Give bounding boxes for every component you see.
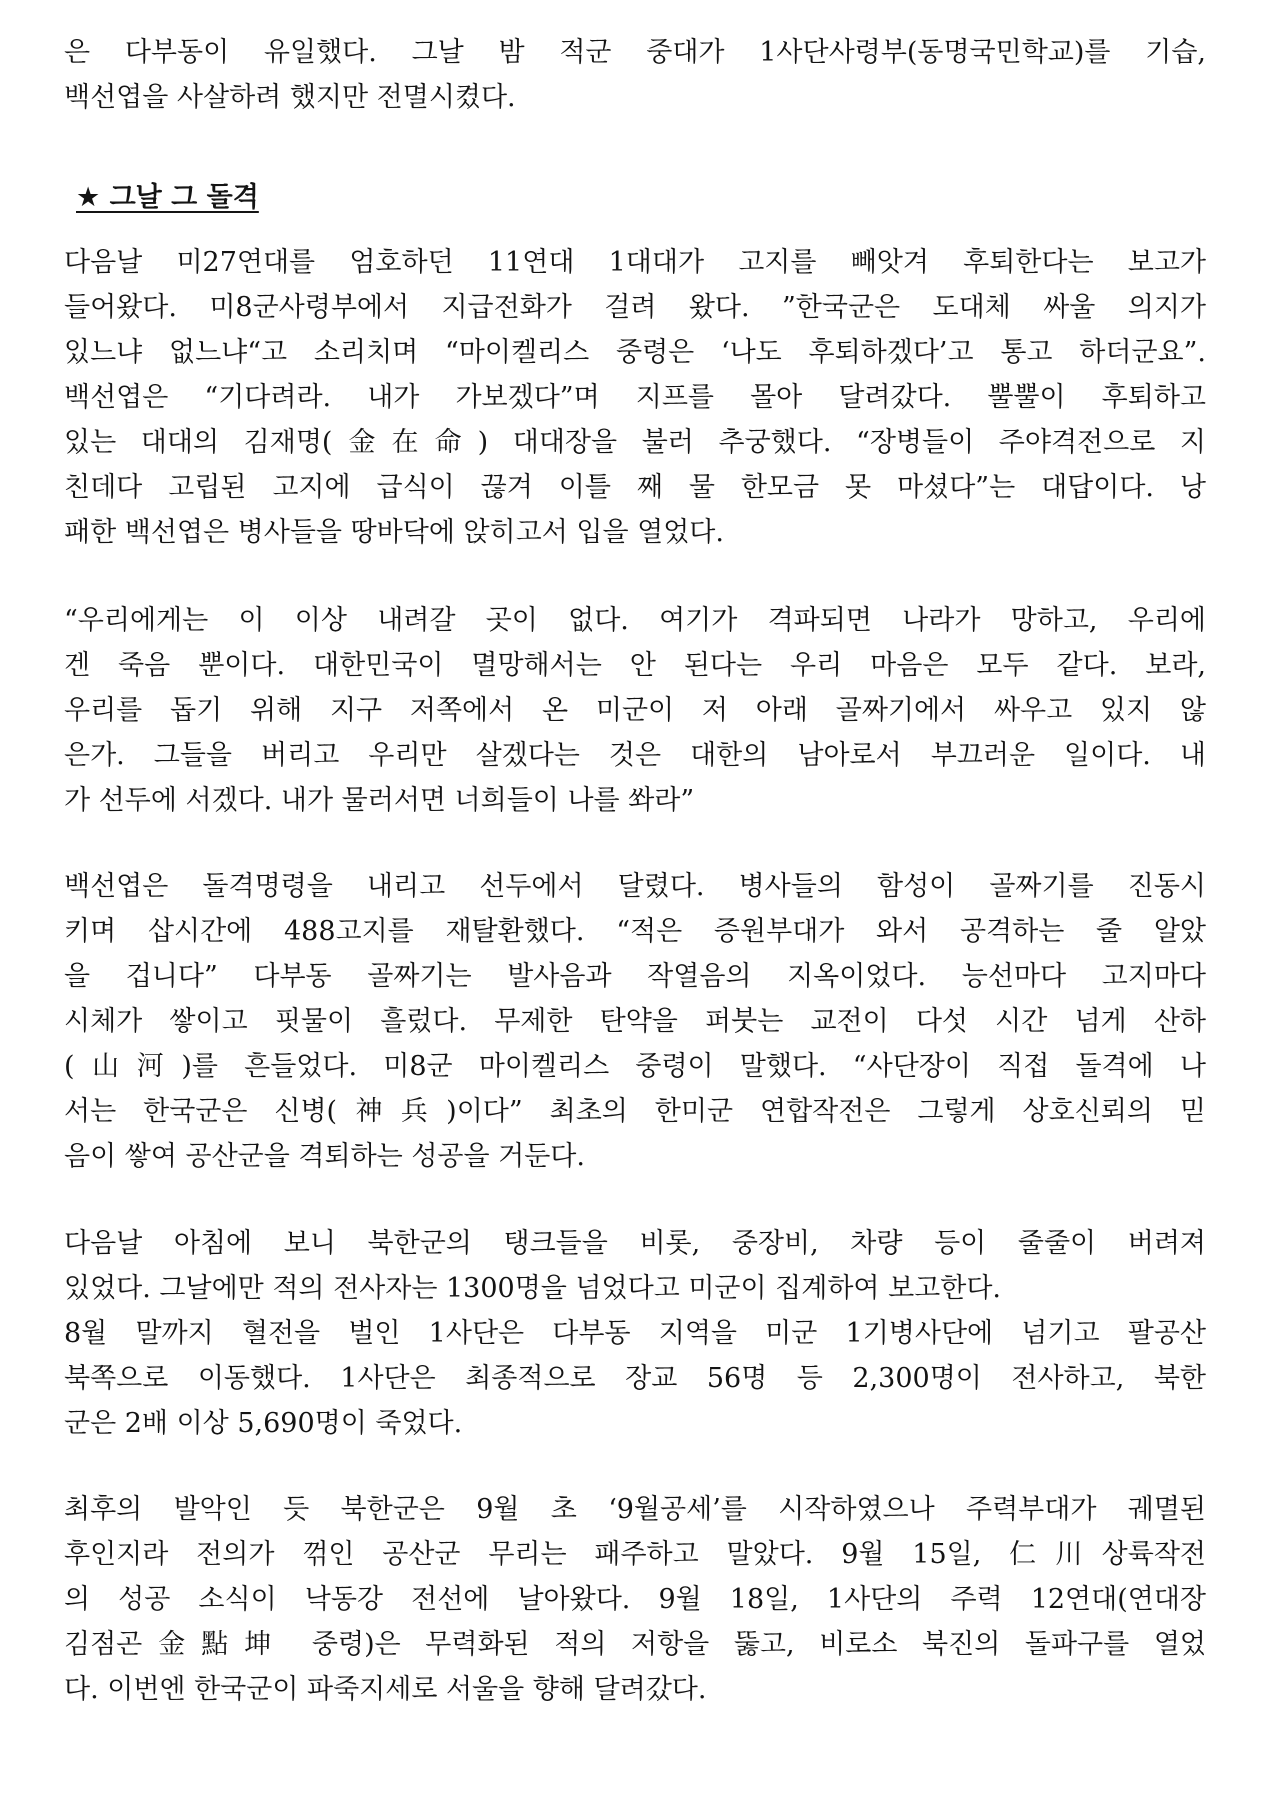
text-line: 있는 대대의 김재명(金在命) 대대장을 불러 추궁했다. “장병들이 주야격전으로 지 bbox=[64, 427, 1206, 458]
text-line: 은 다부동이 유일했다. 그날 밤 적군 중대가 1사단사령부(동명국민학교)를 기습, bbox=[64, 37, 1206, 68]
text-line: 북쪽으로 이동했다. 1사단은 최종적으로 장교 56명 등 2,300명이 전사하고, 북한 bbox=[64, 1363, 1206, 1394]
text-line: 을 겁니다” 다부동 골짜기는 발사음과 작열음의 지옥이었다. 능선마다 고지마다 bbox=[64, 961, 1206, 992]
text-line: 8월 말까지 혈전을 벌인 1사단은 다부동 지역을 미군 1기병사단에 넘기고 팔공산 bbox=[64, 1318, 1206, 1349]
text-line: 가 선두에 서겠다. 내가 물러서면 너희들이 나를 쏴라” bbox=[64, 785, 695, 816]
text-line: “우리에게는 이 이상 내려갈 곳이 없다. 여기가 격파되면 나라가 망하고, 우리에 bbox=[64, 605, 1206, 636]
text-line: 다음날 아침에 보니 북한군의 탱크들을 비롯, 중장비, 차량 등이 줄줄이 버려져 bbox=[64, 1228, 1206, 1259]
text-line: 시체가 쌓이고 핏물이 흘렀다. 무제한 탄약을 퍼붓는 교전이 다섯 시간 넘게 산하 bbox=[64, 1006, 1206, 1037]
text-line: 키며 삽시간에 488고지를 재탈환했다. “적은 증원부대가 와서 공격하는 줄 알았 bbox=[64, 916, 1206, 947]
text-line: 친데다 고립된 고지에 급식이 끊겨 이틀 째 물 한모금 못 마셨다”는 대답이다. 낭 bbox=[64, 472, 1206, 503]
text-line: 최후의 발악인 듯 북한군은 9월 초 ‘9월공세’를 시작하였으나 주력부대가 궤멸된 bbox=[64, 1494, 1206, 1525]
text-line: 은가. 그들을 버리고 우리만 살겠다는 것은 대한의 남아로서 부끄러운 일이다. 내 bbox=[64, 740, 1206, 771]
text-line: 패한 백선엽은 병사들을 땅바닥에 앉히고서 입을 열었다. bbox=[64, 517, 724, 548]
text-line: 다. 이번엔 한국군이 파죽지세로 서울을 향해 달려갔다. bbox=[64, 1674, 707, 1705]
section-heading: ★ 그날 그 돌격 bbox=[76, 182, 259, 213]
text-line: 우리를 돕기 위해 지구 저쪽에서 온 미군이 저 아래 골짜기에서 싸우고 있지 않 bbox=[64, 695, 1206, 726]
text-line: 있느냐 없느냐“고 소리치며 “마이켈리스 중령은 ‘나도 후퇴하겠다’고 통고 하더군요”. bbox=[64, 337, 1206, 368]
text-line: (山河)를 흔들었다. 미8군 마이켈리스 중령이 말했다. “사단장이 직접 돌격에 나 bbox=[64, 1051, 1206, 1082]
text-line: 의 성공 소식이 낙동강 전선에 날아왔다. 9월 18일, 1사단의 주력 12연대(연대장 bbox=[64, 1584, 1206, 1615]
text-line: 음이 쌓여 공산군을 격퇴하는 성공을 거둔다. bbox=[64, 1141, 585, 1172]
paragraph-5 bbox=[64, 1487, 1206, 1712]
paragraph-2 bbox=[64, 598, 1206, 823]
text-line: 들어왔다. 미8군사령부에서 지급전화가 걸려 왔다. ”한국군은 도대체 싸울 의지가 bbox=[64, 292, 1206, 323]
paragraph-1 bbox=[64, 240, 1206, 555]
text-line: 겐 죽음 뿐이다. 대한민국이 멸망해서는 안 된다는 우리 마음은 모두 같다. 보라, bbox=[64, 650, 1206, 681]
text-line: 백선엽은 “기다려라. 내가 가보겠다”며 지프를 몰아 달려갔다. 뿔뿔이 후퇴하고 bbox=[64, 382, 1206, 413]
text-line: 백선엽을 사살하려 했지만 전멸시켰다. bbox=[64, 82, 516, 113]
text-line: 다음날 미27연대를 엄호하던 11연대 1대대가 고지를 빼앗겨 후퇴한다는 보고가 bbox=[64, 247, 1206, 278]
text-line: 있었다. 그날에만 적의 전사자는 1300명을 넘었다고 미군이 집계하여 보고한다. bbox=[64, 1273, 1001, 1304]
text-line: 김점곤金點坤 중령)은 무력화된 적의 저항을 뚫고, 비로소 북진의 돌파구를 열었 bbox=[64, 1629, 1206, 1660]
paragraph-3 bbox=[64, 864, 1206, 1179]
text-line: 서는 한국군은 신병(神兵)이다” 최초의 한미군 연합작전은 그렇게 상호신뢰의 믿 bbox=[64, 1096, 1206, 1127]
intro-paragraph bbox=[64, 30, 1206, 120]
text-line: 후인지라 전의가 꺾인 공산군 무리는 패주하고 말았다. 9월 15일, 仁川상륙작전 bbox=[64, 1539, 1206, 1570]
text-line: 군은 2배 이상 5,690명이 죽었다. bbox=[64, 1408, 463, 1439]
text-line: 백선엽은 돌격명령을 내리고 선두에서 달렸다. 병사들의 함성이 골짜기를 진동시 bbox=[64, 871, 1206, 902]
paragraph-4 bbox=[64, 1221, 1206, 1446]
